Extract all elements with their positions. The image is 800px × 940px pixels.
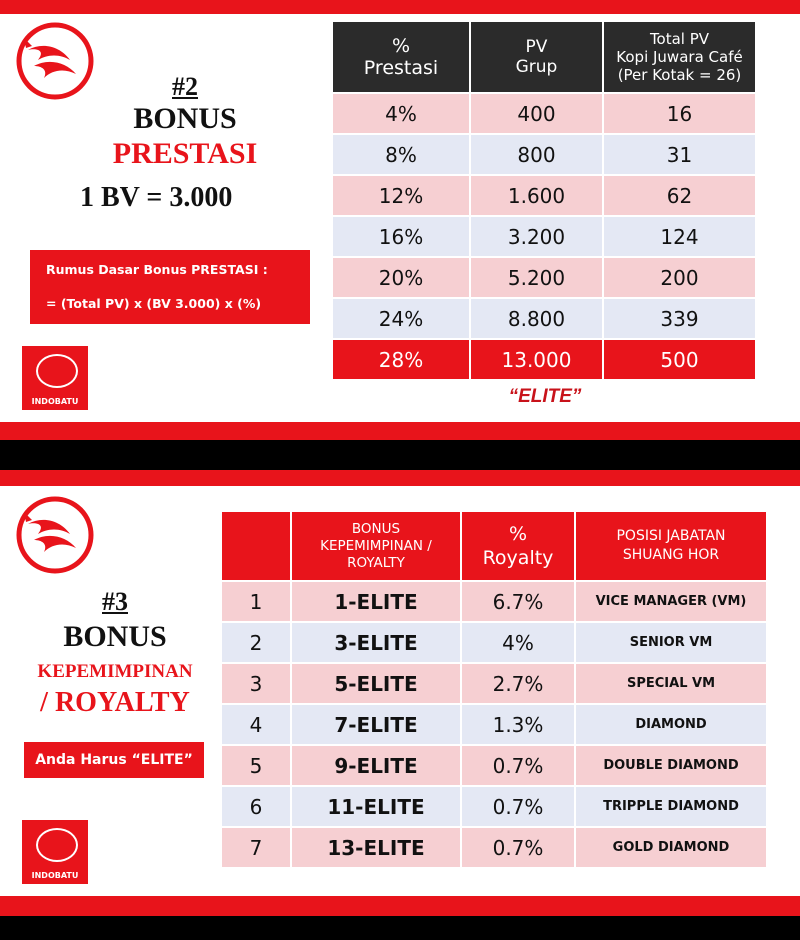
royalty-table: [222, 512, 768, 867]
cell-posisi: SENIOR VM: [576, 621, 768, 662]
table-row: [222, 785, 768, 826]
cell-pv: 3.200: [471, 215, 604, 256]
table-row: [222, 580, 768, 621]
bottom-bar: [0, 422, 800, 440]
header-royalty-line1: %: [508, 523, 528, 545]
cell-bonus: 11-ELITE: [292, 785, 462, 826]
top-bar: [0, 470, 800, 486]
cell-bonus: 1-ELITE: [292, 580, 462, 621]
cell-pct: 8%: [333, 133, 471, 174]
cell-posisi: DIAMOND: [576, 703, 768, 744]
table-header-row: [222, 512, 768, 580]
cell-posisi: SPECIAL VM: [576, 662, 768, 703]
cell-pct: 0.7%: [462, 826, 576, 867]
header-bonus: [292, 512, 462, 580]
table-row: [333, 92, 757, 133]
cell-pct: 4%: [462, 621, 576, 662]
cell-total: 62: [604, 174, 757, 215]
header-bonus-line3: ROYALTY: [347, 554, 405, 571]
cell-pct: 16%: [333, 215, 471, 256]
bv-value: 1 BV = 3.000: [80, 182, 233, 213]
header-total-line1: Total PV: [649, 30, 710, 48]
cell-pv: 400: [471, 92, 604, 133]
header-bonus-line1: BONUS: [351, 520, 401, 537]
formula-line-2: = (Total PV) x (BV 3.000) x (%): [46, 296, 262, 311]
header-royalty: [462, 512, 576, 580]
header-posisi: [576, 512, 768, 580]
header-prestasi: [333, 22, 471, 92]
header-pv-line2: Grup: [515, 57, 558, 77]
cafe-logo: [22, 346, 88, 410]
cell-no: 2: [222, 621, 292, 662]
table-row: [222, 662, 768, 703]
header-prestasi-line1: %: [391, 35, 411, 57]
brand-label: INDOBATU: [31, 871, 79, 880]
header-pv-grup: [471, 22, 604, 92]
header-total-pv: [604, 22, 757, 92]
cell-pv: 1.600: [471, 174, 604, 215]
table-row: [222, 826, 768, 867]
title-royalty: / ROYALTY: [40, 687, 190, 718]
bottom-bar: [0, 896, 800, 916]
requirement-box: [24, 742, 204, 778]
cell-total: 500: [604, 338, 757, 379]
header-total-line3: (Per Kotak = 26): [617, 66, 742, 84]
cell-pct: 28%: [333, 338, 471, 379]
slide-number: #3: [102, 587, 128, 616]
cell-total: 339: [604, 297, 757, 338]
top-bar: [0, 0, 800, 14]
cell-total: 16: [604, 92, 757, 133]
header-no: [222, 512, 292, 580]
header-prestasi-line2: Prestasi: [363, 57, 439, 79]
coffee-cup-icon: [36, 354, 78, 388]
cell-pv: 13.000: [471, 338, 604, 379]
title-block: [60, 72, 310, 214]
slide-number: #2: [172, 72, 198, 101]
header-posisi-line1: POSISI JABATAN: [616, 528, 726, 544]
cell-pct: 12%: [333, 174, 471, 215]
header-posisi-line2: SHUANG HOR: [622, 547, 720, 563]
cell-total: 200: [604, 256, 757, 297]
cell-bonus: 13-ELITE: [292, 826, 462, 867]
header-royalty-line2: Royalty: [482, 547, 554, 569]
cell-no: 7: [222, 826, 292, 867]
coffee-cup-icon: [36, 828, 78, 862]
cell-pv: 800: [471, 133, 604, 174]
formula-line-1: Rumus Dasar Bonus PRESTASI :: [46, 262, 268, 277]
table-row: [222, 703, 768, 744]
formula-box: [30, 250, 310, 324]
table-row-elite: [333, 338, 757, 379]
cell-total: 124: [604, 215, 757, 256]
cell-posisi: DOUBLE DIAMOND: [576, 744, 768, 785]
header-pv-line1: PV: [525, 37, 548, 57]
cell-pct: 20%: [333, 256, 471, 297]
cell-posisi: VICE MANAGER (VM): [576, 580, 768, 621]
requirement-text: Anda Harus “ELITE”: [35, 752, 193, 768]
slide-bonus-kepemimpinan: [0, 470, 800, 916]
cafe-logo: [22, 820, 88, 884]
table-row: [333, 297, 757, 338]
cell-posisi: TRIPPLE DIAMOND: [576, 785, 768, 826]
title-block: [15, 586, 215, 718]
header-bonus-line2: KEPEMIMPINAN /: [320, 537, 432, 554]
table-row: [333, 215, 757, 256]
table-row: [222, 744, 768, 785]
cell-bonus: 9-ELITE: [292, 744, 462, 785]
cell-no: 1: [222, 580, 292, 621]
cell-pct: 1.3%: [462, 703, 576, 744]
table-row: [222, 621, 768, 662]
elite-note: “ELITE”: [508, 386, 582, 407]
cell-pv: 5.200: [471, 256, 604, 297]
table-header-row: [333, 22, 757, 92]
title-bonus: BONUS: [133, 102, 237, 135]
table-row: [333, 174, 757, 215]
slide-bonus-prestasi: [0, 0, 800, 440]
title-bonus: BONUS: [63, 620, 167, 653]
cell-bonus: 3-ELITE: [292, 621, 462, 662]
prestasi-table: [333, 22, 757, 379]
phoenix-logo-icon: [14, 494, 96, 576]
cell-total: 31: [604, 133, 757, 174]
cell-bonus: 5-ELITE: [292, 662, 462, 703]
brand-label: INDOBATU: [31, 397, 79, 406]
cell-bonus: 7-ELITE: [292, 703, 462, 744]
cell-no: 4: [222, 703, 292, 744]
cell-pct: 2.7%: [462, 662, 576, 703]
cell-pct: 4%: [333, 92, 471, 133]
cell-no: 3: [222, 662, 292, 703]
cell-pct: 0.7%: [462, 744, 576, 785]
cell-no: 5: [222, 744, 292, 785]
cell-pct: 24%: [333, 297, 471, 338]
cell-posisi: GOLD DIAMOND: [576, 826, 768, 867]
title-prestasi: PRESTASI: [112, 137, 258, 170]
header-total-line2: Kopi Juwara Café: [616, 48, 743, 66]
title-kepemimpinan: KEPEMIMPINAN: [37, 661, 193, 682]
table-row: [333, 133, 757, 174]
cell-pct: 6.7%: [462, 580, 576, 621]
cell-no: 6: [222, 785, 292, 826]
table-row: [333, 256, 757, 297]
cell-pv: 8.800: [471, 297, 604, 338]
cell-pct: 0.7%: [462, 785, 576, 826]
